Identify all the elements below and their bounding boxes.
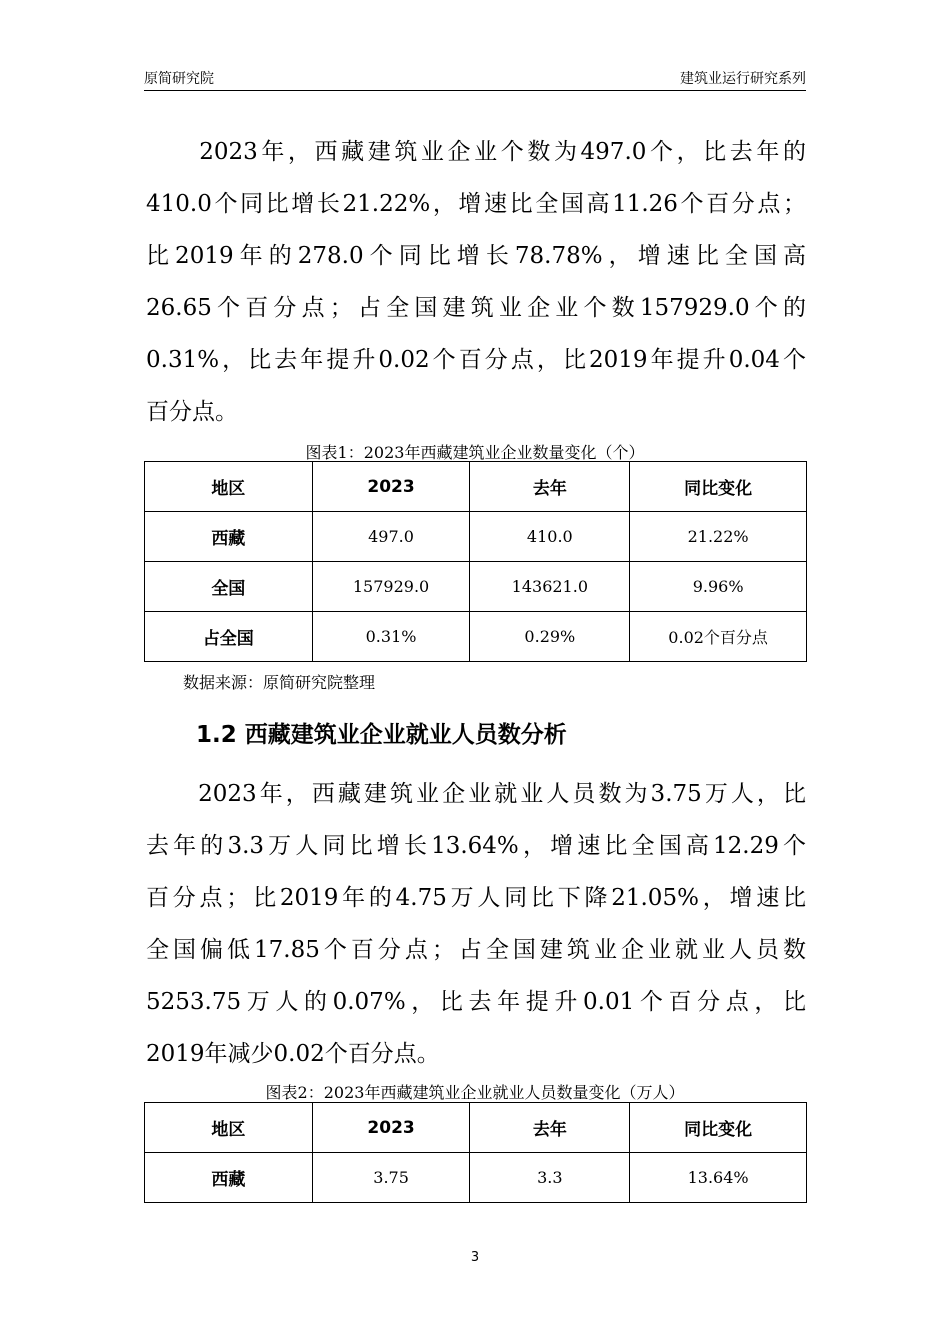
text-line: 比2019年的278.0个同比增长78.78%，增速比全国高 [146,243,806,269]
header-series: 建筑业运行研究系列 [680,71,806,87]
paragraph-enterprise-count [146,126,806,438]
table-cell: 3.3 [470,1153,630,1203]
col-header-region: 地区 [145,1103,313,1153]
table2-employee-count [144,1102,807,1203]
table-row [145,512,807,562]
table-cell: 0.02个百分点 [630,612,807,662]
table-cell: 157929.0 [312,562,470,612]
section-title: 1.2 西藏建筑业企业就业人员数分析 [196,722,567,748]
table-cell: 0.31% [312,612,470,662]
table1-enterprise-count [144,461,807,662]
text-line: 全国偏低17.85个百分点；占全国建筑业企业就业人员数 [146,937,806,963]
page-number: 3 [470,1250,480,1265]
col-header-yoy: 同比变化 [630,1103,807,1153]
table1-source: 数据来源：原简研究院整理 [183,673,376,692]
header-org: 原简研究院 [144,71,214,87]
row-label: 西藏 [145,1153,313,1203]
table-row [145,562,807,612]
text-line: 5253.75万人的0.07%，比去年提升0.01个百分点，比 [146,989,806,1015]
col-header-last-year: 去年 [470,1103,630,1153]
table-cell: 9.96% [630,562,807,612]
table-cell: 13.64% [630,1153,807,1203]
row-label: 西藏 [145,512,313,562]
table2-caption: 图表2：2023年西藏建筑业企业就业人员数量变化（万人） [265,1083,685,1102]
text-line: 0.31%，比去年提升0.02个百分点，比2019年提升0.04个 [146,347,806,373]
col-header-2023: 2023 [312,462,470,512]
text-line: 百分点；比2019年的4.75万人同比下降21.05%，增速比 [146,885,806,911]
text-line: 百分点。 [146,399,238,425]
table-header-row [145,462,807,512]
table-cell: 410.0 [470,512,630,562]
text-line: 2019年减少0.02个百分点。 [146,1041,440,1067]
table-cell: 143621.0 [470,562,630,612]
col-header-region: 地区 [145,462,313,512]
page-header [144,66,806,91]
row-label: 占全国 [145,612,313,662]
text-line: 2023年，西藏建筑业企业就业人员数为3.75万人，比 [146,781,806,807]
table-cell: 21.22% [630,512,807,562]
table-row [145,1153,807,1203]
text-line: 410.0个同比增长21.22%，增速比全国高11.26个百分点； [146,191,806,217]
text-line: 26.65个百分点；占全国建筑业企业个数157929.0个的 [146,295,806,321]
table-header-row [145,1103,807,1153]
table1-caption: 图表1：2023年西藏建筑业企业数量变化（个） [305,443,645,462]
table-cell: 497.0 [312,512,470,562]
col-header-yoy: 同比变化 [630,462,807,512]
col-header-2023: 2023 [312,1103,470,1153]
table-cell: 0.29% [470,612,630,662]
text-line: 2023年，西藏建筑业企业个数为497.0个，比去年的 [146,139,806,165]
paragraph-employee-count [146,768,806,1080]
table-cell: 3.75 [312,1153,470,1203]
table-row [145,612,807,662]
col-header-last-year: 去年 [470,462,630,512]
row-label: 全国 [145,562,313,612]
text-line: 去年的3.3万人同比增长13.64%，增速比全国高12.29个 [146,833,806,859]
